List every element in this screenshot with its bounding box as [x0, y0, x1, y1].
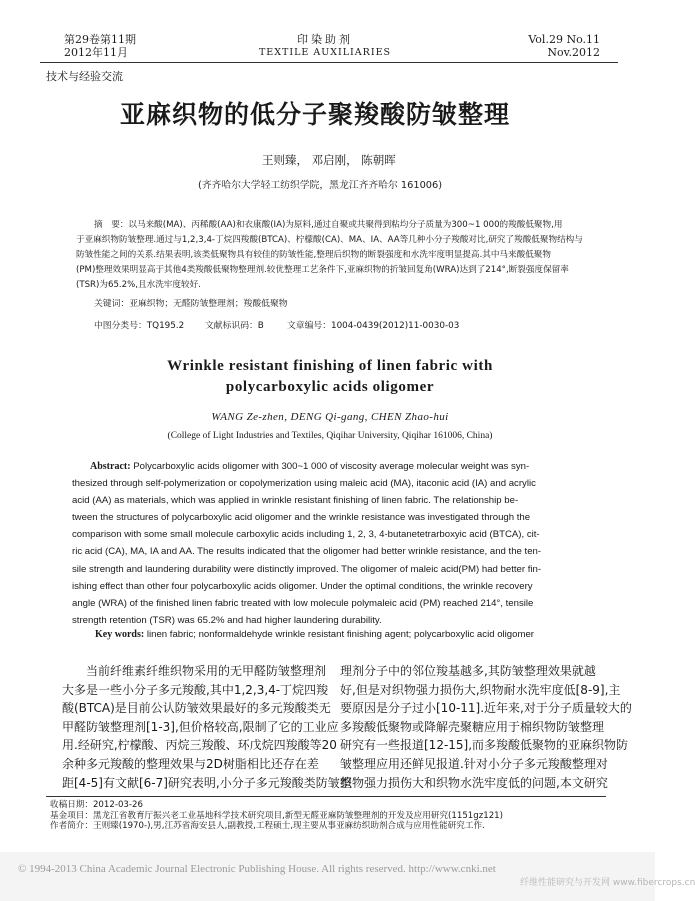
- body-line: 皱整理应用还鲜见报道.针对小分子多元羧酸整理对: [340, 756, 608, 771]
- author-bio: 作者简介：王则臻(1970-),男,江苏省海安县人,副教授,工程硕士,现主要从事亚麻纺织助剂合成与应用性能研究工作.: [50, 821, 485, 831]
- abstract-en-line: acid (AA) as materials, which was applied in wrinkle resistant finishing of linen fabric. The relationship be-: [72, 495, 519, 507]
- title-en-line-2: polycarboxylic acids oligomer: [225, 379, 435, 395]
- article-id: 文章编号：1004-0439(2012)11-0030-03: [287, 321, 460, 331]
- body-line: 织物强力损伤大和织物水洗牢度低的问题,本文研究: [340, 775, 608, 790]
- date-cn: 2012年11月: [64, 46, 128, 59]
- keywords-en: [95, 629, 534, 640]
- abstract-cn-line: (PM)整理效果明显高于其他4类羧酸低聚物整理剂.较优整理工艺条件下,亚麻织物的折皱回复角(WRA)达到了214°,断裂强度保留率: [76, 265, 569, 275]
- body-line: 用.经研究,柠檬酸、丙烷三羧酸、环戊烷四羧酸等20: [62, 738, 337, 753]
- body-line: 要原因是分子过小[10-11].近年来,对于分子质量较大的: [340, 701, 632, 716]
- body-line: 当前纤维素纤维织物采用的无甲醛防皱整理剂: [86, 664, 327, 678]
- body-line: 理剂分子中的邻位羧基越多,其防皱整理效果就越: [340, 664, 596, 678]
- date-en: Nov.2012: [547, 46, 600, 59]
- abstract-cn-line: 防皱性能之间的关系.结果表明,该类低聚物具有较佳的防皱性能,整理后织物的断裂强度和水洗牢度明显提高.其中马来酸低聚物: [76, 250, 551, 260]
- body-line: 好,但是对织物强力损伤大,织物耐水洗牢度低[8-9],主: [340, 682, 621, 697]
- body-line: 距[4-5]有文献[6-7]研究表明,小分子多元羧酸类防皱整: [62, 775, 352, 790]
- keywords-en-text: linen fabric; nonformaldehyde wrinkle resistant finishing agent; polycarboxylic acid oligomer: [146, 629, 534, 640]
- body-column-left: [62, 662, 352, 792]
- body-line: 酸(BTCA)是目前公认防皱效果最好的多元羧酸类无: [62, 701, 331, 716]
- copyright-notice: © 1994-2013 China Academic Journal Electronic Publishing House. All rights reserved. http://www.cnki.net: [18, 863, 496, 875]
- keywords-en-label: Key words:: [95, 629, 145, 640]
- column-name: 技术与经验交流: [46, 70, 123, 83]
- abstract-cn-line: (TSR)为65.2%,且水洗牢度较好.: [76, 280, 201, 290]
- abstract-cn-line: 于亚麻织物防皱整理.通过与1,2,3,4-丁烷四羧酸(BTCA)、柠檬酸(CA)、MA、IA、AA等几种小分子羧酸对比,研究了羧酸低聚物结构与: [76, 235, 583, 245]
- abstract-en-line: ric acid (CA), MA, IA and AA. The results indicated that the oligomer had better wrinkle resistance, and the ten-: [72, 546, 542, 558]
- authors-en: WANG Ze-zhen, DENG Qi-gang, CHEN Zhao-hui: [211, 411, 449, 423]
- body-line: 研究有一些报道[12-15],而多羧酸低聚物的亚麻织物防: [340, 738, 629, 753]
- journal-name-cn: 印染助剂: [297, 33, 353, 46]
- abstract-en-line: strength retention (TSR) was 65.2% and had higher laundering durability.: [72, 614, 382, 626]
- header-rule: [40, 62, 618, 63]
- journal-name-en: TEXTILE AUXILIARIES: [258, 47, 392, 58]
- body-line: 甲醛防皱整理剂[1-3],但价格较高,限制了它的工业应: [62, 719, 339, 734]
- authors-cn: 王则臻， 邓启刚， 陈朝晖: [262, 153, 396, 167]
- affiliation-cn: (齐齐哈尔大学轻工纺织学院，黑龙江齐齐哈尔 161006): [198, 180, 443, 191]
- volume-en: Vol.29 No.11: [528, 33, 600, 46]
- body-line: 多羧酸低聚物或降解壳聚糖应用于棉织物防皱整理: [340, 719, 605, 734]
- abstract-en-line: angle (WRA) of the finished linen fabric treated with low molecule polymaleic acid (PM) reached 214°, tensile: [72, 597, 534, 609]
- body-column-right: [340, 662, 632, 792]
- footnote-rule: [46, 796, 606, 797]
- abstract-en-line: tween the structures of polycarboxylic acid oligomer and the wrinkle resistance was investigated through the: [72, 512, 531, 524]
- body-line: 大多是一些小分子多元羧酸,其中1,2,3,4-丁烷四羧: [62, 682, 329, 697]
- abstract-en-label: Abstract:: [90, 461, 131, 472]
- fund-project: 基金项目：黑龙江省教育厅振兴老工业基地科学技术研究项目,新型无醛亚麻防皱整理剂的开发及应用研究(1151gz121): [50, 810, 503, 821]
- title-en-line-1: Wrinkle resistant finishing of linen fabric with: [167, 358, 493, 374]
- document-code: 文献标识码：B: [205, 321, 264, 331]
- abstract-en-line: ishing effect than other four polycarboxylic acids oligomer. Under the optimal conditions, the wrinkle recovery: [72, 580, 533, 592]
- abstract-en-line: sile strength and laundering durability were distinctly improved. The oligomer of maleic acid(PM) had better fin-: [72, 563, 542, 575]
- footnotes: [50, 800, 610, 832]
- volume-cn: 第29卷第11期: [64, 33, 136, 46]
- keywords-cn: 关键词：亚麻织物；无醛防皱整理剂；羧酸低聚物: [94, 299, 288, 309]
- abstract-en-line: comparison with some small molecule carboxylic acids including 1, 2, 3, 4-butanetetrarboxyic acid (BTCA), cit-: [72, 529, 540, 541]
- body-line: 余种多元羧酸的整理效果与2D树脂相比还存在差: [62, 756, 319, 771]
- clc-number: 中图分类号：TQ195.2: [94, 321, 185, 331]
- abstract-en-line: thesized through self-polymerization or copolymerization using maleic acid (MA), itaconic acid (IA) and acrylic: [72, 478, 536, 490]
- abstract-cn-line: 摘 要：以马来酸(MA)、丙稀酸(AA)和衣康酸(IA)为原料,通过自聚或共聚得到粘均分子质量为300~1 000的羧酸低聚物,用: [94, 220, 563, 230]
- watermark: 纤维性能研究与开发网 www.fibercrops.cn: [520, 878, 695, 888]
- affiliation-en: (College of Light Industries and Textiles, Qiqihar University, Qiqihar 161006, China): [167, 431, 493, 441]
- title-cn: 亚麻织物的低分子聚羧酸防皱整理: [120, 100, 511, 129]
- abstract-en: [72, 458, 617, 629]
- abstract-cn: [76, 218, 610, 293]
- abstract-en-line: Polycarboxylic acids oligomer with 300~1 000 of viscosity average molecular weight was syn-: [133, 461, 530, 472]
- received-date: 收稿日期：2012-03-26: [50, 800, 143, 810]
